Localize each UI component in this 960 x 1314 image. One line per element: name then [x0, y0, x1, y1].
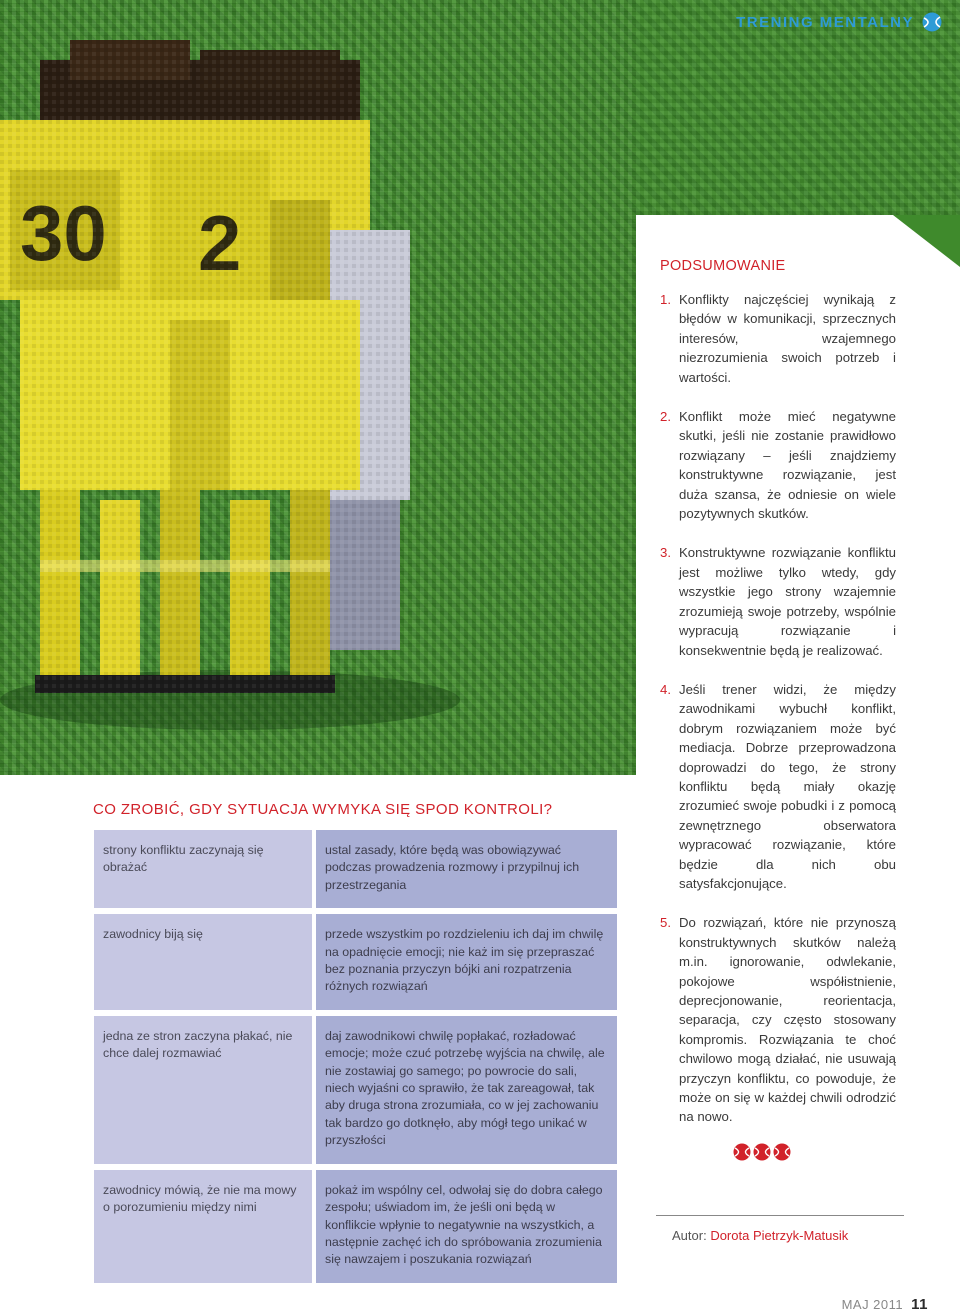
section-header	[736, 12, 942, 32]
table-row	[94, 1170, 617, 1283]
point-number: 5.	[660, 915, 671, 931]
action-cell: ustal zasady, które będą was obowiązywać podczas prowadzenia rozmowy i przypilnuj ich przestrzegania	[316, 830, 617, 908]
author-label: Autor:	[672, 1228, 707, 1243]
summary-point	[660, 913, 896, 1126]
tennis-balls-ornament	[733, 1143, 791, 1161]
author-divider	[656, 1215, 904, 1216]
summary-point	[660, 290, 896, 387]
table-row	[94, 830, 617, 908]
tennis-ball-icon	[773, 1143, 791, 1161]
summary-column	[660, 258, 896, 1147]
page-number: 11	[911, 1296, 928, 1313]
point-number: 2.	[660, 409, 671, 425]
summary-point	[660, 543, 896, 659]
situation-cell: zawodnicy mówią, że nie ma mowy o porozumieniu między nimi	[94, 1170, 312, 1283]
point-text: Do rozwiązań, które nie przynoszą konstruktywnych skutków należą m.in. ignorowanie, odwlekanie, pokojowe współistnienie, deprecjonowanie, reorientacja, separacja, czy często stosowany kompromis. Rozwiązania te choć chwilowo mogą działać, nie usuwają przyczyn konfliktu, co powoduje, że może on się w każdej chwili odrodzić na nowo.	[679, 915, 896, 1125]
point-number: 1.	[660, 292, 671, 307]
players-huddle-illustration	[0, 0, 636, 775]
summary-title: PODSUMOWANIE	[660, 258, 786, 274]
author-credit	[672, 1228, 848, 1243]
point-text: Konflikty najczęściej wynikają z błędów w komunikacji, sprzecznych interesów, wzajemnego niezrozumienia swoich potrzeb i wartości.	[679, 292, 896, 385]
point-number: 4.	[660, 681, 671, 697]
panel-corner-notch	[893, 215, 960, 267]
action-cell: przede wszystkim po rozdzieleniu ich daj im chwilę na opadnięcie emocji; nie każ im się przepraszać bez poznania przyczyn bójki ani rozpatrzenia różnych rozwiązań	[316, 914, 617, 1010]
summary-point	[660, 407, 896, 523]
point-text: Konflikt może mieć negatywne skutki, jeśli nie zostanie prawidłowo rozwiązany – jeśli znajdziemy konstruktywne rozwiązanie, jest duża szansa, że odniesie on wiele pozytywnych skutków.	[679, 409, 896, 522]
action-cell: daj zawodnikowi chwilę popłakać, rozładować emocje; może czuć potrzebę wyjścia na chwilę, ale nie zostawiaj go samego; po powrocie do sali, niech wyjaśni co sprawiło, że tak zareagował, tak aby druga strona zrozumiała, co w jej zachowaniu tak bardzo go dotknęło, aby mógł tego unikać w przyszłości	[316, 1016, 617, 1164]
tennis-ball-icon	[753, 1143, 771, 1161]
situation-cell: zawodnicy biją się	[94, 914, 312, 1010]
page-footer	[842, 1296, 928, 1313]
point-number: 3.	[660, 545, 671, 561]
table-row	[94, 1016, 617, 1164]
section-title: TRENING MENTALNY	[736, 13, 914, 31]
summary-point	[660, 680, 896, 893]
table-row	[94, 914, 617, 1010]
tennis-ball-icon	[922, 12, 942, 32]
tennis-ball-icon	[733, 1143, 751, 1161]
action-cell: pokaż im wspólny cel, odwołaj się do dobra całego zespołu; uświadom im, że jeśli oni będą w konflikcie wpłynie to negatywnie na wszystkich, a następnie zachęć ich do spróbowania zrozumienia się nawzajem i poszukania rozwiązań	[316, 1170, 617, 1283]
point-text: Konstruktywne rozwiązanie konfliktu jest możliwe tylko wtedy, gdy wszystkie jego strony wzajemnie zrozumieją swoje potrzeby, wspólnie wypracują rozwiązanie i konsekwentnie będą je realizować.	[679, 545, 896, 658]
table-title: CO ZROBIĆ, GDY SYTUACJA WYMYKA SIĘ SPOD KONTROLI?	[93, 801, 553, 818]
situation-cell: strony konfliktu zaczynają się obrażać	[94, 830, 312, 908]
situation-action-table	[94, 830, 617, 1283]
point-text: Jeśli trener widzi, że między zawodnikami wybuchł konflikt, dobrym rozwiązaniem może być mediacja. Dobrze przeprowadzona doprowadzi do tego, że strony konfliktu będą miały okazję zrozumieć swoje pobudki i z pomocą zewnętrznego obserwatora wypracować rozwiązanie, które będzie dla nich obu satysfakcjonujące.	[679, 681, 896, 891]
author-name: Dorota Pietrzyk-Matusik	[710, 1228, 849, 1243]
situation-cell: jedna ze stron zaczyna płakać, nie chce dalej rozmawiać	[94, 1016, 312, 1164]
issue-date: MAJ 2011	[841, 1297, 904, 1312]
